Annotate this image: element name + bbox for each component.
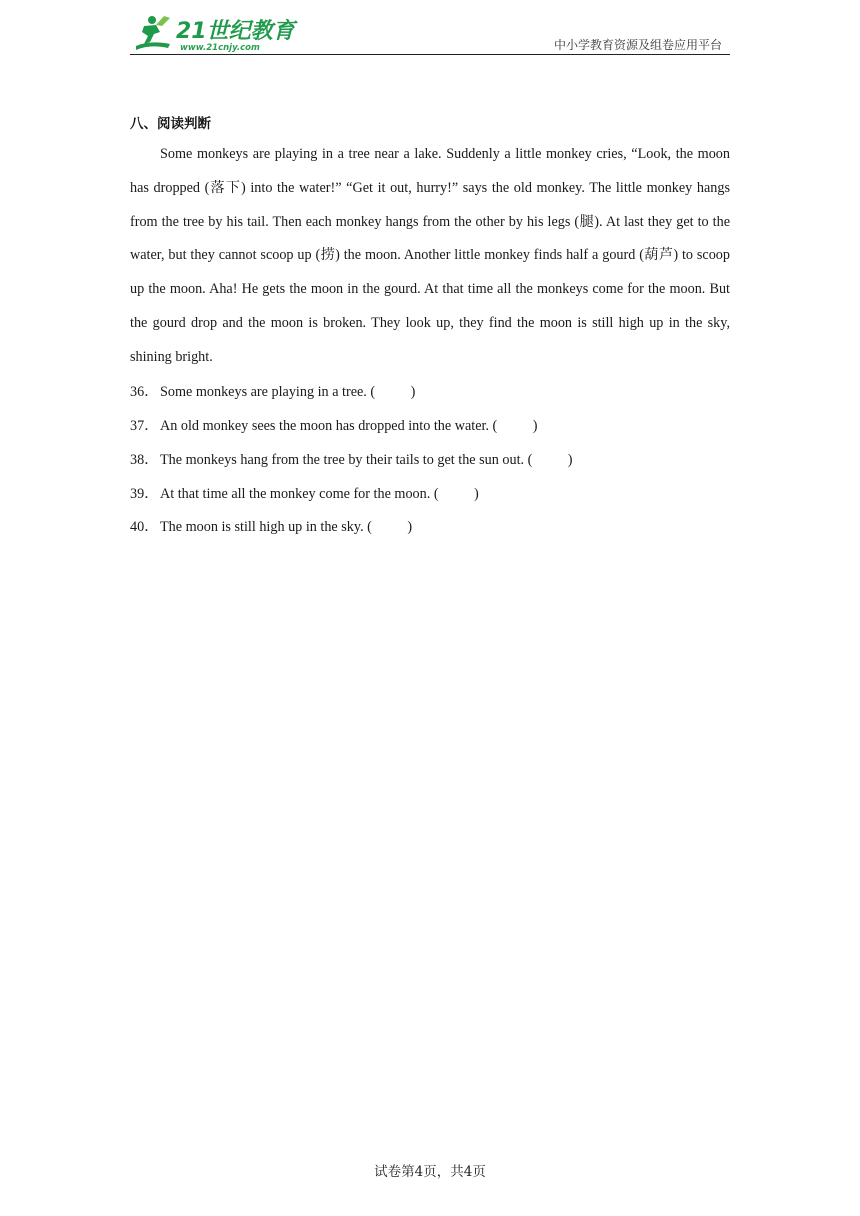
question-text: Some monkeys are playing in a tree. ( ) [160, 384, 416, 400]
question-text: An old monkey sees the moon has dropped into the water. ( ) [160, 418, 538, 434]
question-number: 36． [130, 384, 159, 400]
header-divider [130, 54, 730, 55]
question-item [130, 450, 573, 470]
question-number: 40． [130, 519, 159, 535]
question-item [130, 517, 412, 537]
question-number: 39． [130, 486, 159, 502]
question-text: At that time all the monkey come for the moon. ( ) [160, 486, 479, 502]
logo-url: www.21cnjy.com [180, 43, 260, 53]
question-number: 37． [130, 418, 159, 434]
question-text: The monkeys hang from the tree by their tails to get the sun out. ( ) [160, 452, 573, 468]
question-item [130, 484, 479, 504]
question-text: The moon is still high up in the sky. ( ) [160, 519, 413, 535]
question-item [130, 416, 537, 436]
question-item [130, 382, 415, 402]
reading-passage: Some monkeys are playing in a tree near a lake. Suddenly a little monkey cries, “Look, the moon has dropped (落下) into the water!” “Get it out, hurry!” says the old monkey. The little monkey hangs from the tree by his tail. Then each monkey hangs from the other by his legs (腿). At last they get to the water, but they cannot scoop up (捞) the moon. Another little monkey finds half a gourd (葫芦) to scoop up the moon. Aha! He gets the moon in the gourd. At that time all the monkeys come for the moon. But the gourd drop and the moon is broken. They look up, they find the moon is still high up in the sky, shining bright. [130, 146, 730, 365]
header-site-name: 中小学教育资源及组卷应用平台 [553, 38, 722, 52]
site-logo [130, 10, 300, 54]
page-footer: 试卷第4页，共4页 [374, 1164, 486, 1180]
page-header [130, 10, 730, 56]
section-title: 八、阅读判断 [130, 116, 211, 132]
question-number: 38． [130, 452, 159, 468]
logo-text: 21世纪教育 [176, 19, 295, 44]
